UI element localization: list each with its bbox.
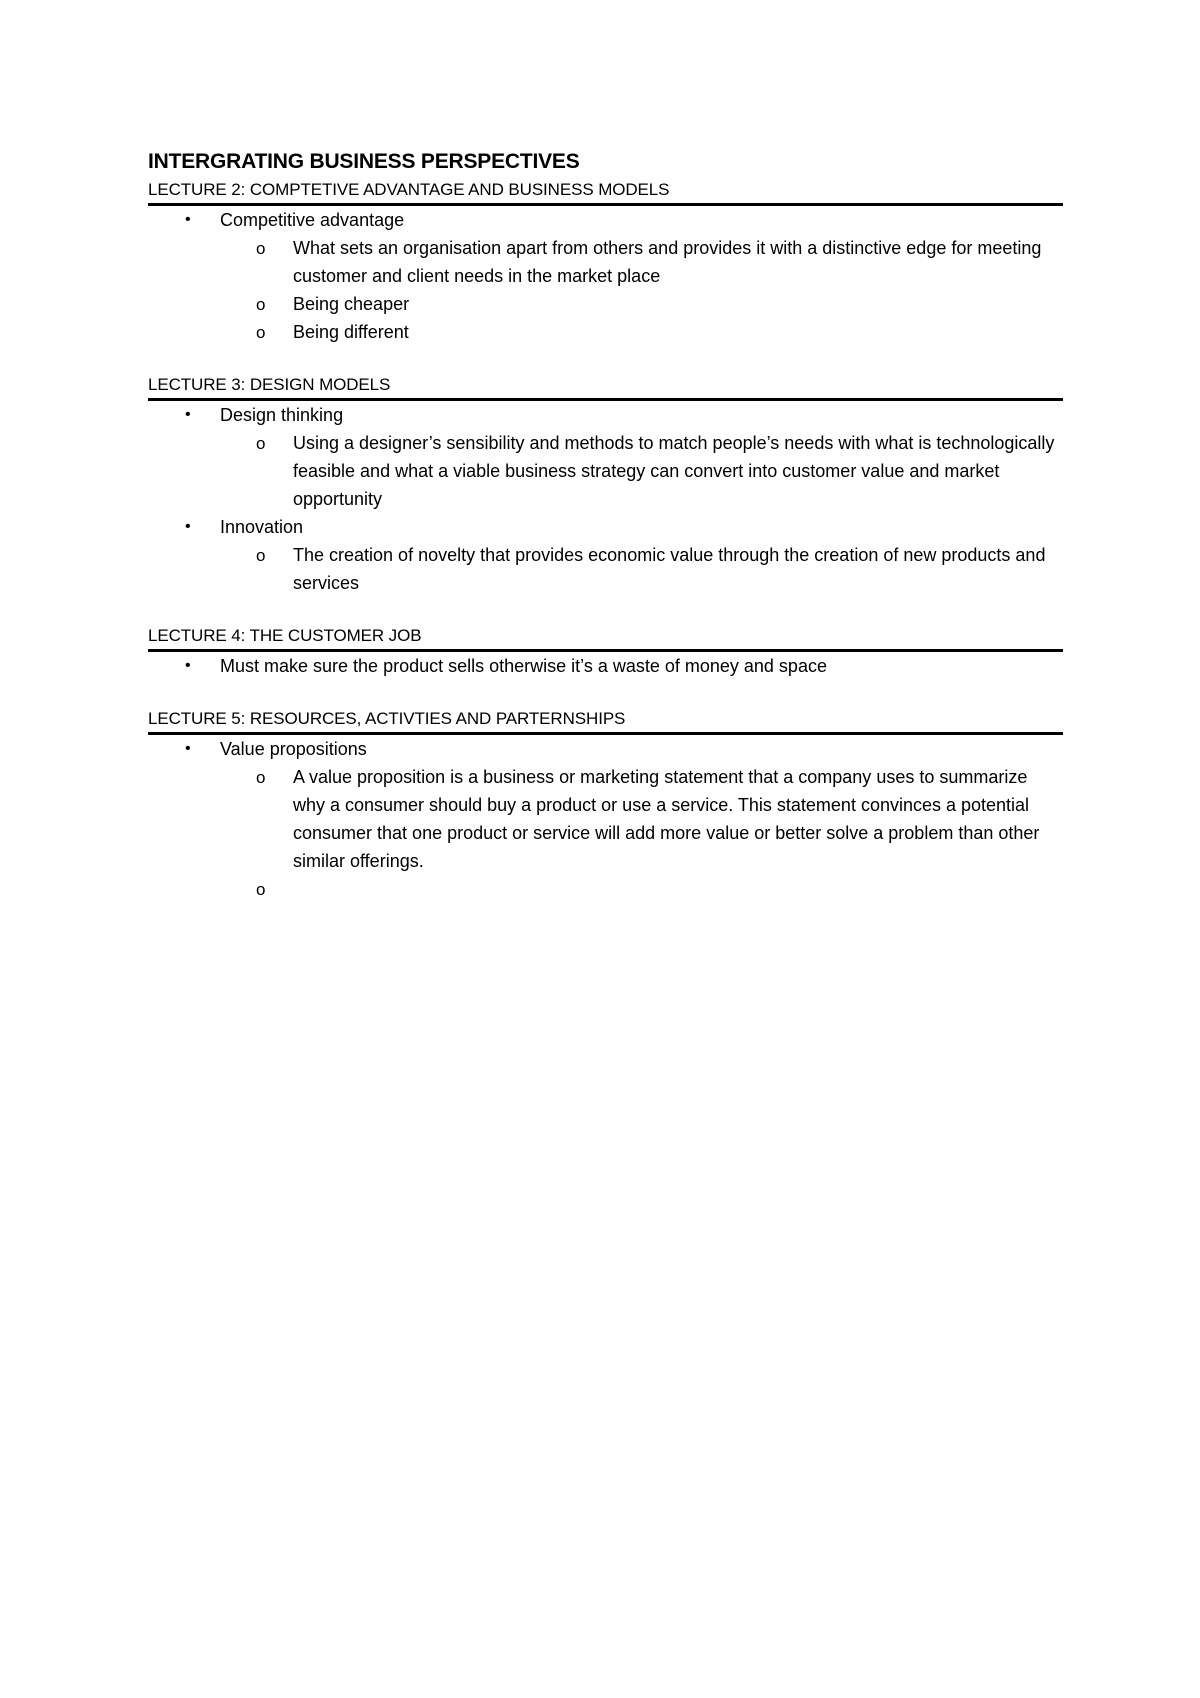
sub-list-item [220, 763, 1063, 875]
lecture-section [148, 624, 1063, 680]
section-heading: LECTURE 3: DESIGN MODELS [148, 373, 1063, 401]
list-item-text: Value propositions [220, 739, 367, 759]
sub-list-item [220, 429, 1063, 513]
bullet-list [148, 401, 1063, 597]
lecture-section [148, 178, 1063, 346]
sub-list-item [220, 318, 1063, 346]
list-item-text: Competitive advantage [220, 210, 405, 230]
sections-container [148, 178, 1063, 903]
sub-list-item [220, 541, 1063, 597]
sub-bullet-list [220, 234, 1063, 346]
sub-bullet-icon: o [256, 546, 266, 565]
sub-bullet-list [220, 429, 1063, 513]
bullet-icon: • [185, 657, 191, 674]
list-item-text: Innovation [220, 517, 304, 537]
sub-list-item-text: Being cheaper [293, 294, 410, 314]
list-item [148, 652, 1063, 680]
bullet-list [148, 206, 1063, 346]
sub-list-item-text: A value proposition is a business or marketing statement that a company uses to summarize why a consumer should buy a product or use a service. This statement convinces a potential consumer that one product or service will add more value or better solve a problem than other similar offerings. [293, 767, 1040, 871]
sub-bullet-icon: o [256, 434, 266, 453]
bullet-icon: • [185, 406, 191, 423]
sub-list-item [220, 290, 1063, 318]
lecture-section [148, 373, 1063, 597]
section-heading: LECTURE 5: RESOURCES, ACTIVTIES AND PARTERNSHIPS [148, 707, 1063, 735]
list-item-text: Design thinking [220, 405, 344, 425]
sub-bullet-list [220, 763, 1063, 903]
bullet-icon: • [185, 740, 191, 757]
sub-list-item-text: What sets an organisation apart from others and provides it with a distinctive edge for meeting customer and client needs in the market place [293, 238, 1042, 286]
bullet-icon: • [185, 211, 191, 228]
sub-list-item [220, 875, 1063, 903]
document-page [148, 146, 1063, 930]
sub-list-item-text: The creation of novelty that provides economic value through the creation of new products and services [293, 545, 1046, 593]
sub-list-item-text [293, 875, 1063, 903]
section-heading: LECTURE 4: THE CUSTOMER JOB [148, 624, 1063, 652]
sub-list-item [220, 234, 1063, 290]
list-item-text: Must make sure the product sells otherwise it’s a waste of money and space [220, 656, 827, 676]
list-item [148, 735, 1063, 903]
bullet-list [148, 735, 1063, 903]
sub-bullet-icon: o [256, 880, 266, 899]
document-title: INTERGRATING BUSINESS PERSPECTIVES [148, 150, 580, 173]
sub-bullet-icon: o [256, 768, 266, 787]
sub-bullet-icon: o [256, 323, 266, 342]
list-item [148, 513, 1063, 597]
sub-bullet-icon: o [256, 295, 266, 314]
list-item [148, 206, 1063, 346]
bullet-list [148, 652, 1063, 680]
sub-bullet-icon: o [256, 239, 266, 258]
bullet-icon: • [185, 518, 191, 535]
lecture-section [148, 707, 1063, 903]
sub-list-item-text: Being different [293, 322, 409, 342]
list-item [148, 401, 1063, 513]
section-heading: LECTURE 2: COMPTETIVE ADVANTAGE AND BUSINESS MODELS [148, 178, 1063, 206]
sub-list-item-text: Using a designer’s sensibility and methods to match people’s needs with what is technologically feasible and what a viable business strategy can convert into customer value and market opportunity [293, 433, 1055, 509]
sub-bullet-list [220, 541, 1063, 597]
